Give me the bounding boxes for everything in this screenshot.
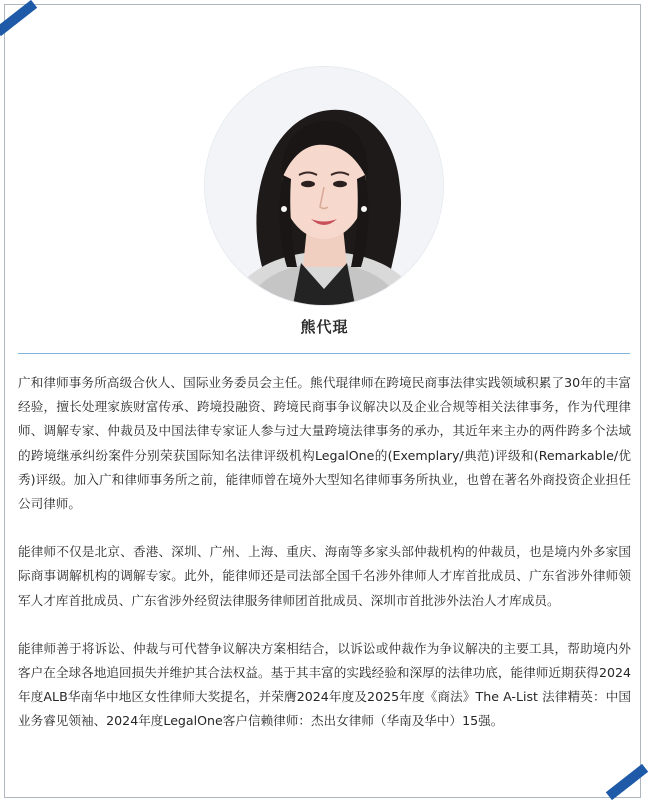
portrait-photo bbox=[205, 67, 443, 305]
bio-paragraph-3: 能律师善于将诉讼、仲裁与可代替争议解决方案相结合，以诉讼或仲裁作为争议解决的主要工具，帮助境内外客户在全球各地追回损失并维护其合法权益。基于其丰富的实践经验和深厚的法律功底，能律师近期获得2024年度ALB华南华中地区女性律师大奖提名，并荣膺2024年度及2025年度《商法》The A-List 法律精英：中国业务睿见领袖、2024年度LegalOne客户信赖律师：杰出女律师（华南及华中）15强。 bbox=[18, 640, 631, 729]
section-divider bbox=[18, 353, 630, 354]
biography bbox=[18, 371, 631, 758]
bio-paragraph-1: 广和律师事务所高级合伙人、国际业务委员会主任。熊代琨律师在跨境民商事法律实践领域积累了30年的丰富经验，擅长处理家族财富传承、跨境投融资、跨境民商事争议解决以及企业合规等相关法律事务，作为代理律师、调解专家、仲裁员及中国法律专家证人参与过大量跨境法律事务的承办，其近年来主办的两件跨多个法域的跨境继承纠纷案件分别荣获国际知名法律评级机构LegalOne的(Exemplary/典范)评级和(Remarkable/优秀)评级。加入广和律师事务所之前，能律师曾在境外大型知名律师事务所执业，也曾在著名外商投资企业担任公司律师。 bbox=[18, 375, 631, 512]
corner-accent-top-left bbox=[0, 0, 37, 36]
portrait-illustration bbox=[205, 67, 443, 305]
corner-accent-bottom-right bbox=[606, 764, 648, 800]
bio-paragraph-2: 能律师不仅是北京、香港、深圳、广州、上海、重庆、海南等多家头部仲裁机构的仲裁员，也是境内外多家国际商事调解机构的调解专家。此外，能律师还是司法部全国千名涉外律师人才库首批成员、广东省涉外律师领军人才库首批成员、广东省涉外经贸法律服务律师团首批成员、深圳市首批涉外法治人才库成员。 bbox=[18, 544, 631, 608]
person-name: 熊代琨 bbox=[300, 318, 349, 336]
